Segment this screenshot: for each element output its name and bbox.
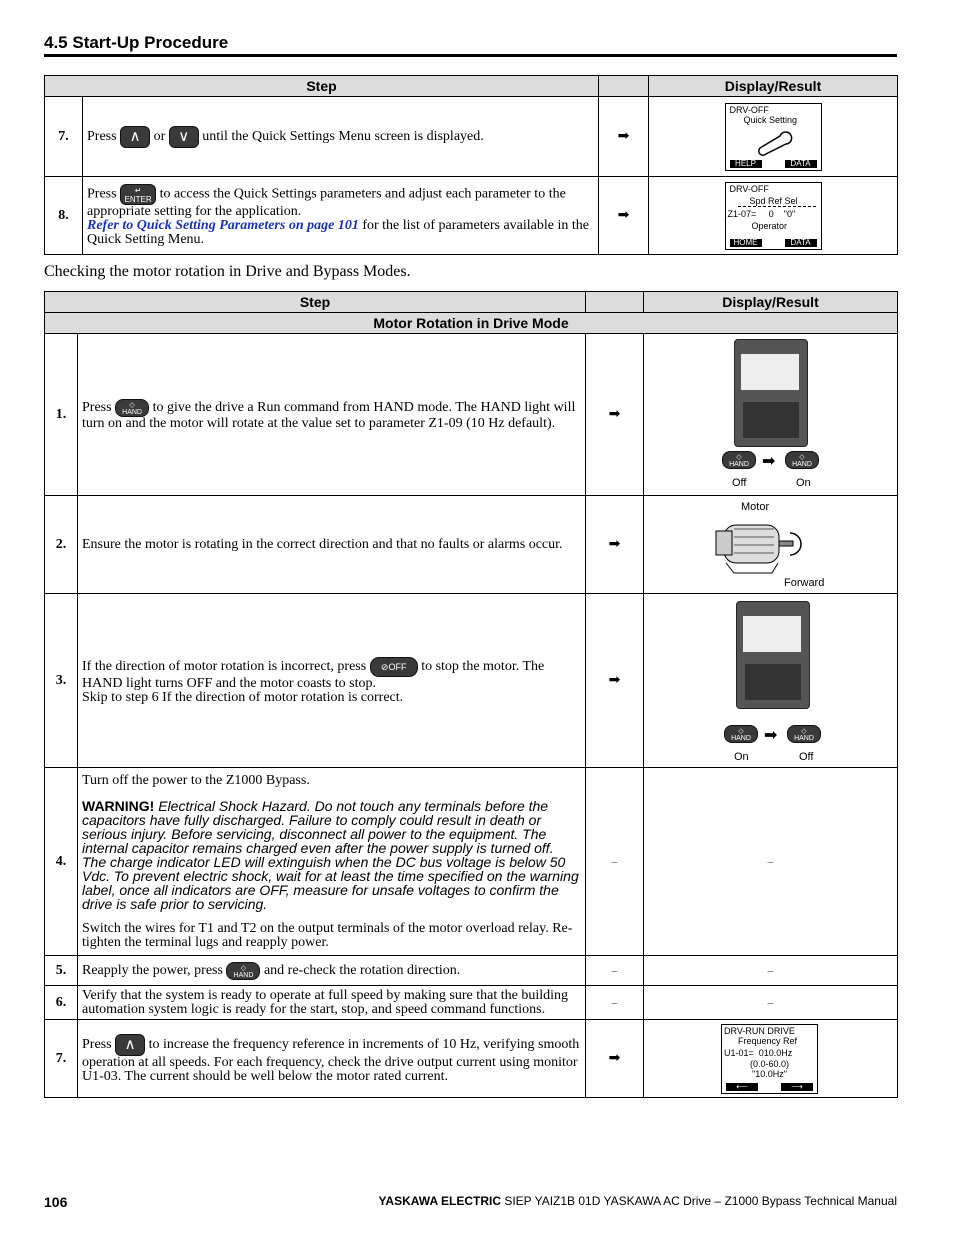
lcd-screen: DRV-RUN DRIVE Frequency Ref U1-01= 010.0Hz (0.0-60.0) "10.0Hz" ⟵ ⟶	[721, 1024, 818, 1094]
step-text: Reapply the power, press ◇ HAND and re-check the rotation direction.	[78, 956, 586, 986]
off-key-icon: ⊘OFF	[370, 657, 418, 677]
step-number: 7.	[45, 97, 83, 177]
step-text: Press ∧ or ∨ until the Quick Settings Menu screen is displayed.	[83, 97, 599, 177]
lcd-screen: DRV-OFF Quick Setting HELP DATA	[725, 103, 822, 171]
hand-key-off-icon: ◇ HAND	[722, 451, 756, 469]
page-number: 106	[44, 1194, 68, 1210]
arrow-right-icon: ➡	[762, 452, 776, 470]
step-number: 5.	[45, 956, 78, 986]
step-text: Turn off the power to the Z1000 Bypass. WARNING! Electrical Shock Hazard. Do not touch any terminals before the capacitors have fully discharged. Failure to comply could result in death or serious injury. Before servicing, disconnect all power to the equipment. The internal capacitor remains charged even after the power supply is turned off. The charge indicator LED will extinguish when the DC bus voltage is below 50 Vdc. To prevent electric shock, wait for at least the time specified on the warning label, once all indicators are OFF, measure for unsafe voltages to confirm the drive is safe prior to servicing. Switch the wires for T1 and T2 on the output terminals of the motor overload relay. Re-tighten the terminal lugs and reapply power.	[78, 768, 586, 956]
col-blank	[586, 292, 644, 313]
lcd-screen: DRV-OFF Spd Ref Sel Z1-07= 0 "0" Operator HOME DATA	[725, 182, 822, 250]
section-title: 4.5 Start-Up Procedure	[44, 33, 229, 52]
step-number: 3.	[45, 594, 78, 768]
hand-key-icon: ◇ HAND	[226, 962, 260, 980]
motor-icon	[714, 515, 806, 577]
display-cell	[649, 177, 898, 255]
display-cell	[649, 97, 898, 177]
up-key-icon: ∧	[120, 126, 150, 148]
hand-key-on-icon: ◇ HAND	[785, 451, 819, 469]
warning-label: WARNING!	[82, 797, 155, 814]
header-rule	[44, 54, 897, 57]
col-blank	[599, 76, 649, 97]
display-cell: ◇ HAND ➡ ◇ HAND On Off	[644, 594, 898, 768]
hand-key-on-icon: ◇ HAND	[724, 725, 758, 743]
enter-key-icon: ↵ ENTER	[120, 184, 156, 205]
col-display: Display/Result	[644, 292, 898, 313]
step-text: Press ◇ HAND to give the drive a Run command from HAND mode. The HAND light will turn on and the motor will rotate at the value set to parameter Z1-09 (10 Hz default).	[78, 334, 586, 496]
footer-doc: YASKAWA ELECTRIC SIEP YAIZ1B 01D YASKAWA AC Drive – Z1000 Bypass Technical Manual	[378, 1194, 897, 1208]
step-number: 7.	[45, 1020, 78, 1098]
step-text: Verify that the system is ready to operate at full speed by making sure that the building automation system logic is ready for the start, stop, and speed command functions.	[78, 986, 586, 1020]
display-cell: Motor Forward	[644, 496, 898, 594]
motor-rotation-table: Step Display/Result Motor Rotation in Drive Mode 1. Press ◇ HAND to give the drive a Run command from HAND mode. The HAND light will turn on and the motor will rotate at the value set to parameter Z1-09 (10 Hz default). ➡ ◇ HAND ➡ ◇ HAND Off On 2. Ensure the motor is rotating in the correct direction and that no faults or alarms occur. ➡ Motor Forward 3. If the direction of motor rotation is incorrect, press ⊘OFF to stop the motor. The HAND light turns OFF and the motor coasts to stop. Skip to step 6 If the direction of motor rotation is correct. ➡ ◇ HAND ➡ ◇ HAND On Off 4. Turn off the power to the Z1000 Bypass. WARNING! Electrical Shock Hazard. Do not touch any terminals before the capacitors have fully discharged. Failure to comply could result in death or serious injury. Before servicing, disconnect all power to the equipment. The internal capacitor remains charged even after the power supply is turned off. The charge indicator LED will extinguish when the DC bus voltage is below 50 Vdc. To prevent electric shock, wait for at least the time specified on the warning label, once all indicators are OFF, measure for unsafe voltages to confirm the drive is safe prior to servicing. Switch the wires for T1 and T2 on the output terminals of the motor overload relay. Re-tighten the terminal lugs and reapply power. – – 5. Reapply the power, press ◇ HAND and re-check the rotation direction. – – 6. Verify that the system is ready to operate at full speed by making sure that the building automation system logic is ready for the start, stop, and speed command functions. – – 7. Press ∧ to increase the frequency reference in increments of 10 Hz, verifying smooth operation at all speeds. For each frequency, check the drive output current using monitor U1-03. The current should be well below the motor rated current. ➡ DRV-RUN DRIVE Frequency Ref U1-01= 010.0Hz (0.0-60.0) "10.0Hz" ⟵ ⟶	[44, 291, 898, 1098]
quick-setting-link[interactable]: Refer to Quick Setting Parameters on page 101	[87, 218, 359, 233]
up-key-icon: ∧	[115, 1034, 145, 1056]
arrow-right-icon: ➡	[599, 97, 649, 177]
left-arrow-icon: ⟵	[726, 1083, 758, 1091]
right-arrow-icon: ⟶	[781, 1083, 813, 1091]
step-number: 1.	[45, 334, 78, 496]
step-text: If the direction of motor rotation is incorrect, press ⊘OFF to stop the motor. The HAND light turns OFF and the motor coasts to stop. Skip to step 6 If the direction of motor rotation is correct.	[78, 594, 586, 768]
keypad-illustration	[734, 339, 808, 447]
keypad-illustration	[736, 601, 810, 709]
step-number: 6.	[45, 986, 78, 1020]
hand-key-off-icon: ◇ HAND	[787, 725, 821, 743]
arrow-right-icon: ➡	[586, 1020, 644, 1098]
display-cell: ◇ HAND ➡ ◇ HAND Off On	[644, 334, 898, 496]
arrow-right-icon: ➡	[599, 177, 649, 255]
hand-key-icon: ◇ HAND	[115, 399, 149, 417]
arrow-right-icon: ➡	[586, 334, 644, 496]
step-text: Ensure the motor is rotating in the correct direction and that no faults or alarms occur.	[78, 496, 586, 594]
step-number: 2.	[45, 496, 78, 594]
down-key-icon: ∨	[169, 126, 199, 148]
intro-text: Checking the motor rotation in Drive and Bypass Modes.	[44, 263, 411, 280]
display-cell	[644, 1020, 898, 1098]
col-step: Step	[45, 292, 586, 313]
step-number: 8.	[45, 177, 83, 255]
section-row: Motor Rotation in Drive Mode	[45, 313, 898, 334]
arrow-right-icon: ➡	[586, 594, 644, 768]
col-step: Step	[45, 76, 599, 97]
quick-settings-table	[44, 75, 898, 255]
step-text: Press ∧ to increase the frequency reference in increments of 10 Hz, verifying smooth operation at all speeds. For each frequency, check the drive output current using monitor U1-03. The current should be well below the motor rated current.	[78, 1020, 586, 1098]
step-text: Press ↵ ENTER to access the Quick Settings parameters and adjust each parameter to the appropriate setting for the application. Refer to Quick Setting Parameters on page 101 for the list of parameters available in the Quick Setting Menu.	[83, 177, 599, 255]
step-number: 4.	[45, 768, 78, 956]
col-display: Display/Result	[649, 76, 898, 97]
wrench-icon	[756, 128, 796, 158]
arrow-right-icon: ➡	[764, 726, 778, 744]
arrow-right-icon: ➡	[586, 496, 644, 594]
